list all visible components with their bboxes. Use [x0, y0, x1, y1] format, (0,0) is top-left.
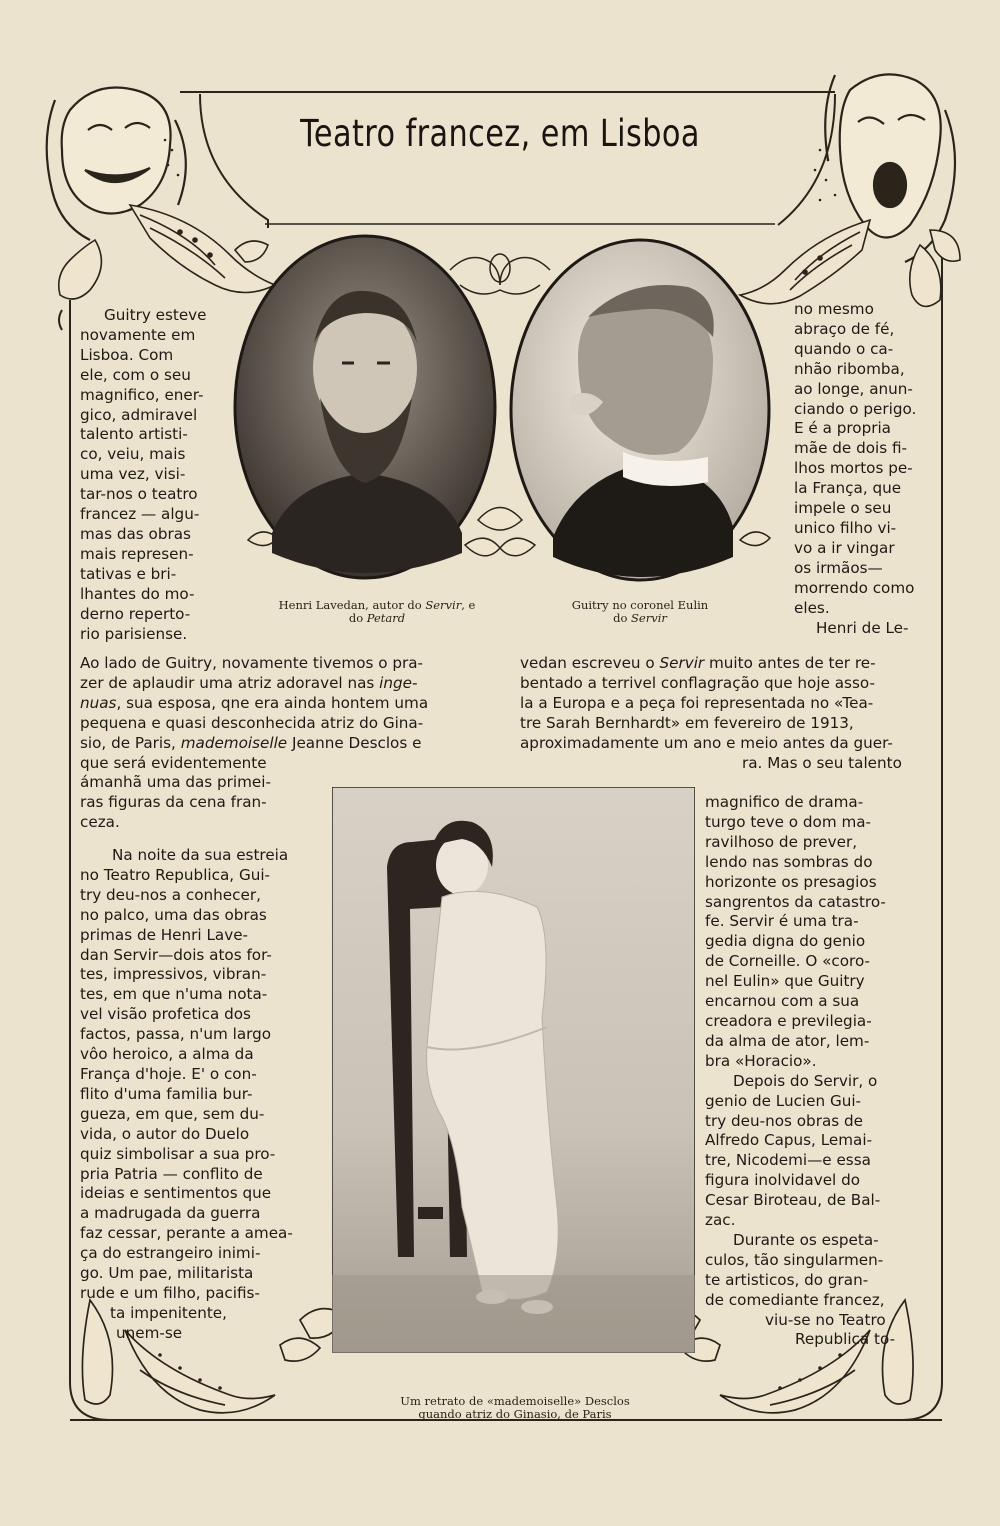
- caption-desclos: [355, 1395, 675, 1421]
- text-line: quando o ca-: [794, 339, 894, 358]
- text-line: mais represen-: [80, 544, 194, 563]
- text-line: bra «Horacio».: [705, 1051, 817, 1070]
- text-line: tes, impressivos, vibran-: [80, 965, 267, 984]
- text-line: te artisticos, do gran-: [705, 1270, 869, 1289]
- text-line: genio de Lucien Gui-: [705, 1091, 862, 1110]
- text-line: tar-nos o teatro: [80, 485, 198, 504]
- caption-lavedan-mid: , e: [461, 598, 476, 612]
- article-column-left-top: [80, 306, 230, 644]
- text-line: primas de Henri Lave-: [80, 925, 249, 944]
- page-title: Teatro francez, em Lisboa: [300, 112, 700, 155]
- text-line: ideias e sentimentos que: [80, 1184, 272, 1203]
- article-column-left-bottom: [80, 846, 320, 1344]
- text-line: tre Sarah Bernhardt» em fevereiro de 1913,: [520, 713, 854, 732]
- text-line: ra. Mas o seu talento: [742, 753, 902, 772]
- text-fragment: sio, de Paris,: [80, 733, 181, 752]
- caption-lavedan: [242, 599, 512, 625]
- text-line: unem-se: [116, 1323, 183, 1342]
- caption-desclos-line2: quando atriz do Ginasio, de Paris: [418, 1407, 612, 1421]
- text-line: no mesmo: [794, 300, 874, 318]
- text-line: ravilhoso de prever,: [705, 832, 858, 851]
- text-line: creadora e previlegia-: [705, 1011, 872, 1030]
- text-line: nhão ribomba,: [794, 359, 905, 378]
- text-fragment: , sua esposa, qne era ainda hontem uma: [116, 693, 429, 712]
- article-paragraph-desclos: [80, 654, 505, 833]
- text-line: magnifico de drama-: [705, 793, 864, 811]
- text-line: lhos mortos pe-: [794, 459, 913, 478]
- text-line: Henri de Le-: [816, 618, 909, 637]
- text-line: os irmãos—: [794, 558, 883, 577]
- text-fragment-italic: mademoiselle: [180, 733, 288, 752]
- text-line: gedia digna do genio: [705, 932, 866, 951]
- article-paragraph-servir: [520, 654, 935, 773]
- text-line: Na noite da sua estreia: [112, 846, 289, 864]
- text-line: ámanhã uma das primei-: [80, 773, 271, 792]
- text-line: rude e um filho, pacifis-: [80, 1283, 260, 1302]
- text-line: turgo teve o dom ma-: [705, 812, 872, 831]
- text-line: ta impenitente,: [110, 1303, 227, 1322]
- text-line: Guitry esteve: [104, 306, 207, 324]
- text-line: a madrugada da guerra: [80, 1204, 261, 1223]
- caption-lavedan-line2: do: [348, 611, 367, 625]
- text-line: vel visão profetica dos: [80, 1005, 251, 1024]
- text-line: la a Europa e a peça foi representada no «Tea-: [520, 693, 874, 712]
- caption-guitry-line2: do: [613, 611, 632, 625]
- text-line: tre, Nicodemi—e essa: [705, 1151, 871, 1170]
- text-line: Cesar Biroteau, de Bal-: [705, 1191, 881, 1210]
- text-line: tativas e bri-: [80, 564, 177, 583]
- text-line: Republica to-: [795, 1330, 896, 1349]
- article-column-right-bottom: [705, 793, 935, 1350]
- text-line: mas das obras: [80, 524, 191, 543]
- text-line: Ao lado de Guitry, novamente tivemos o pra-: [80, 654, 424, 672]
- text-line: viu-se no Teatro: [765, 1310, 886, 1329]
- text-line: Durante os espeta-: [733, 1230, 879, 1249]
- text-line: tes, em que n'uma nota-: [80, 985, 268, 1004]
- text-line: da alma de ator, lem-: [705, 1031, 870, 1050]
- text-line: try deu-nos obras de: [705, 1111, 863, 1130]
- text-line: ça do estrangeiro inimi-: [80, 1244, 261, 1263]
- text-fragment: zer de aplaudir uma atriz adoravel nas: [80, 673, 380, 692]
- text-line: zac.: [705, 1211, 736, 1230]
- text-line: ciando o perigo.: [794, 399, 917, 418]
- text-line: derno reperto-: [80, 604, 191, 623]
- text-line: bentado a terrivel conflagração que hoje asso-: [520, 673, 875, 692]
- text-line: culos, tão singularmen-: [705, 1250, 884, 1269]
- text-line: nel Eulin» que Guitry: [705, 972, 865, 991]
- caption-lavedan-em2: Petard: [366, 611, 406, 625]
- text-line: mãe de dois fi-: [794, 439, 908, 458]
- article-column-right-top: [794, 300, 934, 638]
- photo-mademoiselle-desclos: [332, 787, 695, 1353]
- text-line: ele, com o seu: [80, 365, 191, 384]
- text-line: E é a propria: [794, 419, 891, 438]
- text-line: encarnou com a sua: [705, 992, 860, 1011]
- text-line: try deu-nos a conhecer,: [80, 885, 261, 904]
- caption-guitry: [540, 599, 740, 625]
- text-line: go. Um pae, militarista: [80, 1264, 254, 1283]
- text-line: factos, passa, n'um largo: [80, 1025, 272, 1044]
- text-line: ao longe, anun-: [794, 379, 913, 398]
- caption-guitry-em: Servir: [631, 611, 667, 625]
- text-line: uma vez, visi-: [80, 465, 186, 484]
- text-line: Alfredo Capus, Lemai-: [705, 1131, 873, 1150]
- text-line: novamente em: [80, 325, 196, 344]
- text-line: Depois do Servir, o: [733, 1071, 878, 1090]
- text-fragment: muito antes de ter re-: [704, 654, 876, 672]
- text-fragment-italic: Servir: [659, 654, 705, 672]
- text-line: que será evidentemente: [80, 753, 267, 772]
- text-line: vida, o autor do Duelo: [80, 1124, 250, 1143]
- text-line: ceza.: [80, 813, 120, 832]
- text-line: Lisboa. Com: [80, 345, 174, 364]
- text-line: flito d'uma familia bur-: [80, 1084, 253, 1103]
- text-line: gueza, em que, sem du-: [80, 1104, 265, 1123]
- text-line: abraço de fé,: [794, 319, 895, 338]
- text-fragment-italic: nuas: [80, 693, 117, 712]
- text-line: pequena e quasi desconhecida atriz do Gina-: [80, 713, 424, 732]
- text-fragment-italic: inge-: [379, 673, 418, 692]
- text-line: eles.: [794, 598, 830, 617]
- caption-lavedan-text: Henri Lavedan, autor do: [278, 598, 426, 612]
- portrait-guitry-coronel-eulin: [508, 237, 772, 583]
- text-line: vo a ir vingar: [794, 538, 895, 557]
- text-line: de comediante francez,: [705, 1290, 885, 1309]
- text-line: vôo heroico, a alma da: [80, 1045, 254, 1064]
- text-line: ras figuras da cena fran-: [80, 793, 267, 812]
- text-line: co, veiu, mais: [80, 445, 186, 464]
- text-fragment: Jeanne Desclos e: [287, 733, 422, 752]
- caption-desclos-line1: Um retrato de «mademoiselle» Desclos: [400, 1394, 630, 1408]
- text-line: talento artisti-: [80, 425, 188, 444]
- text-line: de Corneille. O «coro-: [705, 952, 870, 971]
- text-line: França d'hoje. E' o con-: [80, 1064, 257, 1083]
- portrait-henri-lavedan: [232, 233, 498, 581]
- text-line: gico, admiravel: [80, 405, 198, 424]
- text-line: impele o seu: [794, 499, 892, 518]
- text-line: no Teatro Republica, Gui-: [80, 865, 271, 884]
- text-fragment: vedan escreveu o: [520, 654, 660, 672]
- text-line: quiz simbolisar a sua pro-: [80, 1144, 276, 1163]
- text-line: aproximadamente um ano e meio antes da guer-: [520, 733, 893, 752]
- text-line: faz cessar, perante a amea-: [80, 1224, 293, 1243]
- text-line: unico filho vi-: [794, 518, 897, 537]
- text-line: lhantes do mo-: [80, 584, 195, 603]
- text-line: pria Patria — conflito de: [80, 1164, 263, 1183]
- caption-lavedan-em1: Servir: [425, 598, 462, 612]
- text-line: la França, que: [794, 479, 902, 498]
- text-line: magnifico, ener-: [80, 385, 204, 404]
- text-line: lendo nas sombras do: [705, 852, 873, 871]
- text-line: figura inolvidavel do: [705, 1171, 861, 1190]
- text-line: sangrentos da catastro-: [705, 892, 886, 911]
- text-line: dan Servir—dois atos for-: [80, 945, 272, 964]
- text-line: rio parisiense.: [80, 624, 188, 643]
- text-line: no palco, uma das obras: [80, 905, 267, 924]
- caption-guitry-line1: Guitry no coronel Eulin: [571, 598, 709, 612]
- text-line: morrendo como: [794, 578, 915, 597]
- text-line: fe. Servir é uma tra-: [705, 912, 859, 931]
- text-line: francez — algu-: [80, 505, 200, 524]
- text-line: horizonte os presagios: [705, 872, 877, 891]
